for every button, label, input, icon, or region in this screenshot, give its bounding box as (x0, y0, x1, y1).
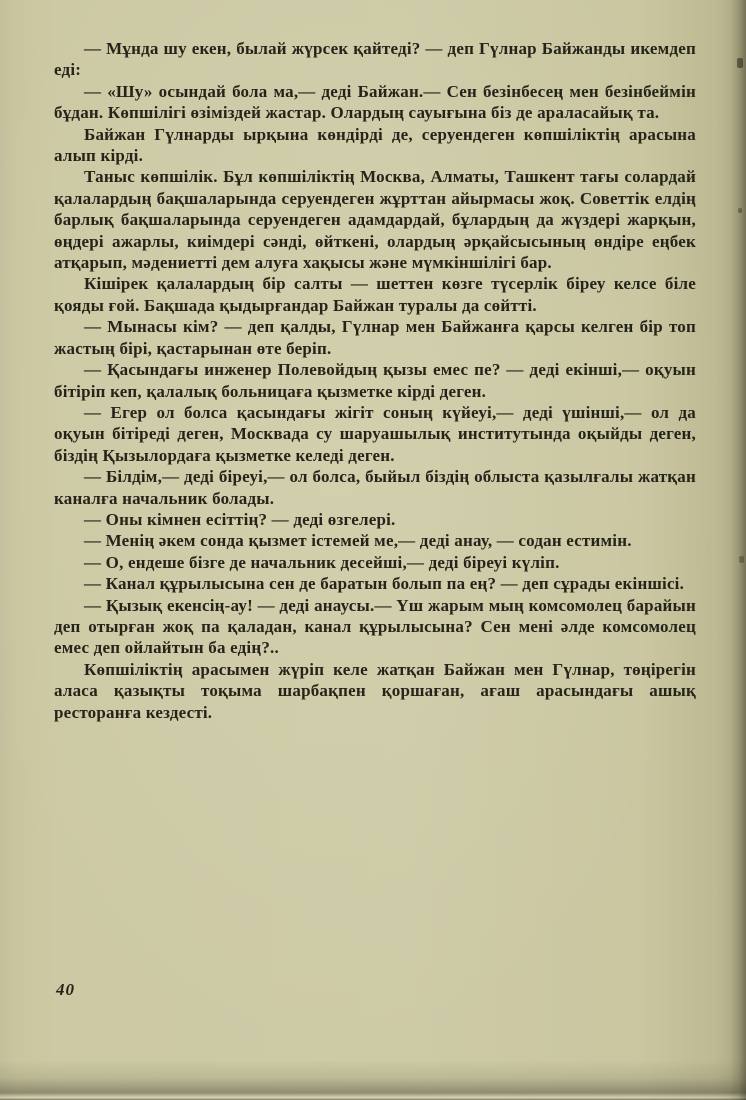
scan-artifact (738, 208, 742, 213)
scan-artifact (739, 556, 744, 563)
paragraph: — Оны кімнен есіттің? — деді өзгелері. (84, 509, 396, 529)
paragraph: Көпшіліктің арасымен жүріп келе жатқан Байжан мен Гүлнар, төңірегін аласа қазықты тоқыма шарбақпен қоршаған, ағаш арасындағы ашық ресторанға кездесті. (54, 659, 696, 722)
page-number: 40 (56, 980, 75, 999)
paragraph: — «Шу» осындай бола ма,— деді Байжан.— Сен безінбесең мен безінбеймін бұдан. Көпшілігі өзіміздей жастар. Олардың сауығына біз де араласайық та. (54, 81, 696, 123)
paragraph: — Қасындағы инженер Полевойдың қызы емес пе? — деді екінші,— оқуын бітіріп кеп, қалалық больницаға қызметке кірді деген. (54, 360, 696, 401)
paragraph: — Мынасы кім? — деп қалды, Гүлнар мен Байжанға қарсы келген бір топ жастың бірі, қастарынан өте беріп. (54, 317, 696, 358)
paragraph: — Қызық екенсің-ау! — деді анаусы.— Үш жарым мың комсомолец барайын деп отырған жоқ па қаладан, канал құрылысына? Сен мені әлде комсомолец емес деп ойлайтын ба едің?.. (54, 595, 696, 658)
page-text (54, 38, 696, 723)
paragraph: Таныс көпшілік. Бұл көпшіліктің Москва, Алматы, Ташкент тағы солардай қалалардың бақшаларында серуендеген жұрттан айырмасы жоқ. Советтік елдің барлық бақшаларында серуендеген адамдардай, бұлардың да жүздері жарқын, өңдері ажарлы, киімдері сәнді, өйткені, олардың әрқайсысының өндіре еңбек атқарып, мәдениетті дем алуға хақысы және мүмкіншілігі бар. (54, 167, 696, 273)
paragraph: — Егер ол болса қасындағы жігіт соның күйеуі,— деді үшінші,— ол да оқуын бітіреді деген, Москвада су шаруашылық институтында оқыйды деген, біздің Қызылордаға қызметке келеді деген. (54, 402, 696, 465)
paragraph: — Білдім,— деді біреуі,— ол болса, быйыл біздің облыста қазылғалы жатқан каналға начальник болады. (54, 467, 696, 508)
scan-artifact (737, 58, 743, 68)
paragraph: — Канал құрылысына сен де баратын болып па ең? — деп сұрады екіншісі. (84, 574, 685, 594)
paragraph: Байжан Гүлнарды ырқына көндірді де, серуендеген көпшіліктің арасына алып кірді. (54, 124, 696, 166)
paragraph: — О, ендеше бізге де начальник десейші,— деді біреуі күліп. (84, 552, 560, 572)
paragraph: — Мұнда шу екен, былай жүрсек қайтеді? — деп Гүлнар Байжанды икемдеп еді: (54, 39, 696, 80)
paragraph: — Менің әкем сонда қызмет істемей ме,— деді анау, — содан естимін. (84, 531, 632, 551)
paragraph: Кішірек қалалардың бір салты — шеттен көзге түсерлік біреу келсе біле қояды ғой. Бақшада қыдырғандар Байжан туралы да сөйтті. (54, 274, 696, 315)
